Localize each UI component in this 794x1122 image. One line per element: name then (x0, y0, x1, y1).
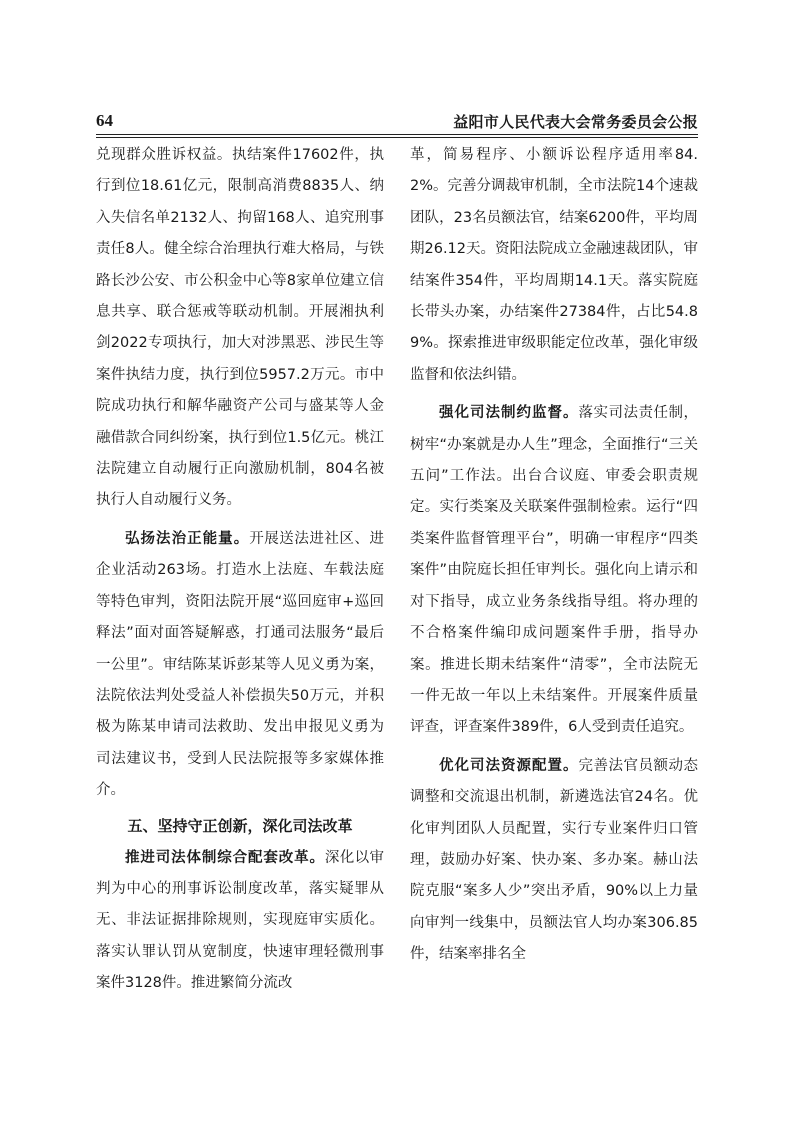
header-rule-bottom (96, 137, 698, 138)
paragraph-text: 完善法官员额动态调整和交流退出机制，新遴选法官24名。优化审判团队人员配置，实行专业案件归口管理，鼓励办好案、快办案、多办案。赫山法院克服“案多人少”突出矛盾，90%以上力量向审判一线集中，员额法官人均办案306.85件，结案率排名全 (410, 757, 698, 963)
paragraph-text: 兑现群众胜诉权益。执结案件17602件，执行到位18.61亿元，限制高消费8835人、纳入失信名单2132人、拘留168人、追究刑事责任8人。健全综合治理执行难大格局，与铁路长沙公安、市公积金中心等8家单位建立信息共享、联合惩戒等联动机制。开展湘执利剑2022专项执行，加大对涉黑恶、涉民生等案件执结力度，执行到位5957.2万元。市中院成功执行和解华融资产公司与盛某等人金融借款合同纠纷案，执行到位1.5亿元。桃江法院建立自动履行正向激励机制，804名被执行人自动履行义务。 (96, 147, 384, 509)
right-column (410, 140, 698, 971)
paragraph (410, 397, 698, 743)
paragraph (96, 842, 384, 1000)
paragraph (96, 523, 384, 807)
page-number: 64 (96, 111, 113, 130)
paragraph (410, 750, 698, 971)
paragraph (96, 140, 384, 517)
left-column (96, 140, 384, 1000)
paragraph-text: 深化以审判为中心的刑事诉讼制度改革，落实疑罪从无、非法证据排除规则，实现庭审实质化。落实认罪认罚从宽制度，快速审理轻微刑事案件3128件。推进繁简分流改 (96, 849, 384, 992)
paragraph-text: 革，简易程序、小额诉讼程序适用率84.2%。完善分调裁审机制，全市法院14个速裁团队，23名员额法官，结案6200件，平均周期26.12天。资阳法院成立金融速裁团队，审结案件354件，平均周期14.1天。落实院庭长带头办案，办结案件27384件，占比54.89%。探索推进审级职能定位改革，强化审级监督和依法纠错。 (410, 147, 699, 383)
paragraph-lead: 推进司法体制综合配套改革。 (125, 848, 325, 866)
journal-title: 益阳市人民代表大会常务委员会公报 (453, 113, 698, 131)
paragraph-lead: 强化司法制约监督。 (439, 404, 579, 422)
paragraph-text: 落实司法责任制，树牢“办案就是办人生”理念，全面推行“三关五问”工作法。出台合议庭、审委会职责规定。实行类案及关联案件强制检索。运行“四类案件监督管理平台”，明确一审程序“四类案件”由院庭长担任审判长。强化向上请示和对下指导，成立业务条线指导组。将办理的不合格案件编印成问题案件手册，指导办案。推进长期未结案件“清零”，全市法院无一件无故一年以上未结案件。开展案件质量评查，评查案件389件，6人受到责任追究。 (410, 405, 698, 736)
header-rule-top (96, 134, 698, 135)
section-heading: 五、坚持守正创新，深化司法改革 (127, 816, 353, 835)
paragraph-lead: 弘扬法治正能量。 (125, 529, 250, 547)
paragraph (410, 140, 698, 391)
paragraph-text: 开展送法进社区、进企业活动263场。打造水上法庭、车载法庭等特色审判，资阳法院开展“巡回庭审+巡回释法”面对面答疑解惑，打通司法服务“最后一公里”。审结陈某诉彭某等人见义勇为案，法院依法判处受益人补偿损失50万元，并积极为陈某申请司法救助、发出申报见义勇为司法建议书，受到人民法院报等多家媒体推介。 (96, 530, 384, 799)
paragraph-lead: 优化司法资源配置。 (439, 756, 579, 774)
